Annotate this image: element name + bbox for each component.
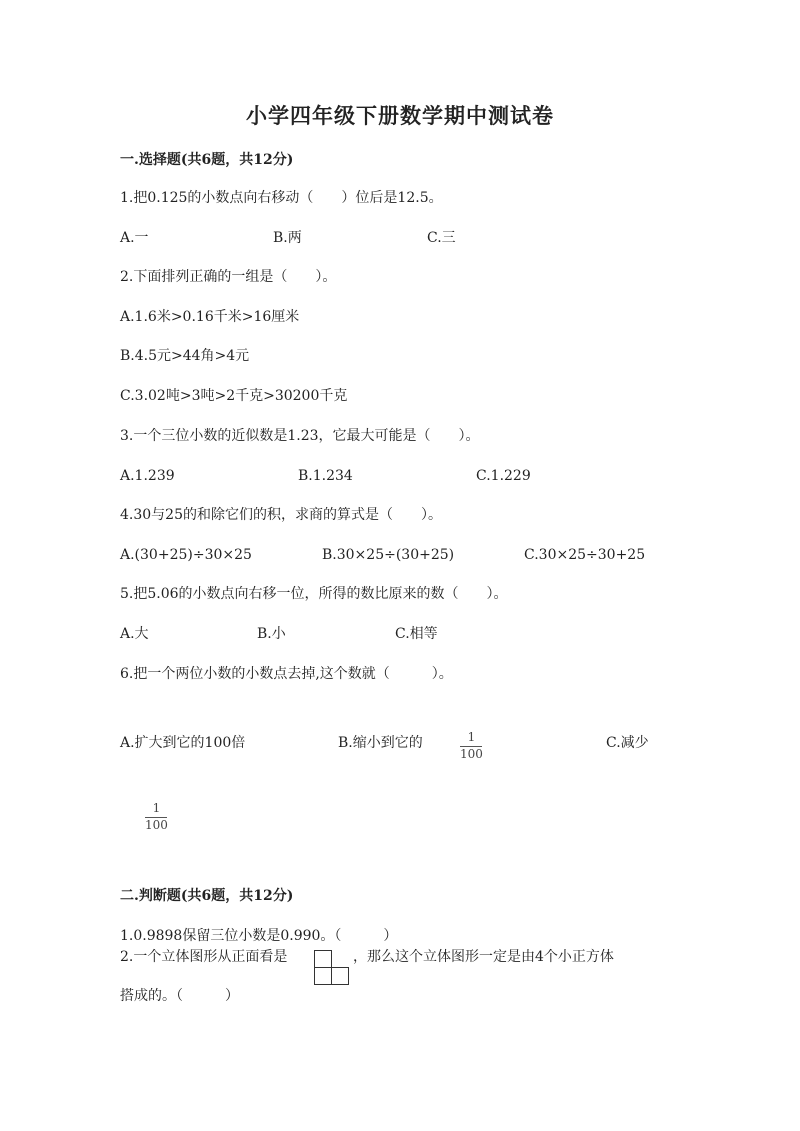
q2-option-b: B.4.5元>44角>4元	[120, 348, 250, 364]
fraction-denominator: 100	[460, 747, 483, 761]
q5-option-a: A.大	[120, 626, 149, 642]
front-view-figure	[314, 950, 350, 986]
fraction-numerator: 1	[467, 730, 476, 744]
q4-option-c: C.30×25÷30+25	[524, 547, 646, 563]
question-4: 4.30与25的和除它们的积，求商的算式是（ ）。	[120, 507, 442, 523]
section-heading-choice: 一.选择题(共6题，共12分)	[120, 152, 294, 168]
q3-option-c: C.1.229	[476, 468, 531, 484]
fraction-numerator: 1	[152, 801, 161, 815]
q3-option-b: B.1.234	[298, 468, 353, 484]
q6-option-c-fraction	[145, 802, 168, 832]
q4-option-a: A.(30+25)÷30×25	[120, 547, 252, 563]
judgment-2-part1: 2.一个立体图形从正面看是	[120, 949, 288, 965]
q5-option-b: B.小	[257, 626, 286, 642]
q1-option-a: A.一	[120, 230, 149, 246]
q6-option-a: A.扩大到它的100倍	[120, 735, 246, 751]
q6-option-b: B.缩小到它的	[338, 735, 423, 751]
judgment-1: 1.0.9898保留三位小数是0.990。（ ）	[120, 928, 398, 944]
q1-option-b: B.两	[273, 230, 302, 246]
fraction-denominator: 100	[145, 818, 168, 832]
question-5: 5.把5.06的小数点向右移一位，所得的数比原来的数（ ）。	[120, 586, 508, 602]
question-2: 2.下面排列正确的一组是（ ）。	[120, 269, 337, 285]
q1-option-c: C.三	[427, 230, 456, 246]
q6-option-b-fraction	[460, 731, 483, 761]
section-heading-judgment: 二.判断题(共6题，共12分)	[120, 888, 294, 904]
question-1: 1.把0.125的小数点向右移动（ ）位后是12.5。	[120, 190, 443, 206]
judgment-2-part2: ，那么这个立体图形一定是由4个小正方体	[353, 949, 614, 965]
q4-option-b: B.30×25÷(30+25)	[322, 547, 455, 563]
judgment-2-line2: 搭成的。（ ）	[120, 988, 239, 1004]
question-3: 3.一个三位小数的近似数是1.23，它最大可能是（ ）。	[120, 428, 480, 444]
q5-option-c: C.相等	[395, 626, 438, 642]
question-6: 6.把一个两位小数的小数点去掉,这个数就（ ）。	[120, 666, 453, 682]
q2-option-c: C.3.02吨>3吨>2千克>30200千克	[120, 388, 348, 404]
q2-option-a: A.1.6米>0.16千米>16厘米	[120, 309, 300, 325]
q6-option-c: C.减少	[606, 735, 649, 751]
q3-option-a: A.1.239	[120, 468, 175, 484]
page-title: 小学四年级下册数学期中测试卷	[246, 103, 554, 128]
